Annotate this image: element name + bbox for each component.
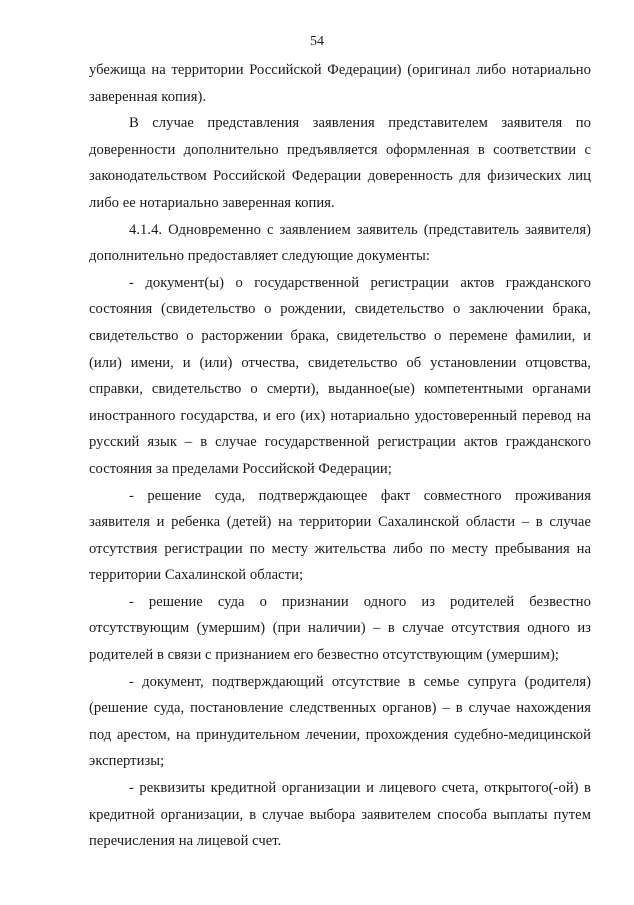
text-line: - реквизиты кредитной организации и лицевого счета, открытого(-ой) в — [129, 780, 591, 797]
text-line: под арестом, на принудительном лечении, прохождения судебно-медицинской — [89, 726, 591, 743]
text-line: кредитной организации, в случае выбора заявителем способа выплаты путем — [89, 806, 591, 823]
list-item-court-decision-missing-parent — [89, 589, 591, 669]
paragraph-representative — [89, 110, 591, 216]
list-item-court-decision-cohabitation — [89, 483, 591, 589]
text-line: дополнительно предоставляет следующие документы: — [89, 248, 430, 265]
text-line: - решение суда, подтверждающее факт совместного проживания — [129, 487, 591, 504]
text-line: перечисления на лицевой счет. — [89, 833, 282, 850]
text-line: родителей в связи с признанием его безвестно отсутствующим (умершим); — [89, 647, 559, 664]
text-line: русский язык – в случае государственной регистрации актов гражданского — [89, 434, 591, 451]
text-line: 4.1.4. Одновременно с заявлением заявитель (представитель заявителя) — [129, 221, 591, 238]
text-line: (решение суда, постановление следственных органов) – в случае нахождения — [89, 700, 591, 717]
text-line: состояния за пределами Российской Федерации; — [89, 460, 392, 477]
page-number: 54 — [310, 34, 324, 49]
text-line: иностранного государства, и его (их) нотариально удостоверенный перевод на — [89, 407, 591, 424]
list-item-absence-of-spouse-document — [89, 669, 591, 775]
text-line: отсутствия регистрации по месту жительства либо по месту пребывания на — [89, 540, 591, 557]
text-line: экспертизы; — [89, 753, 165, 770]
paragraph-asylum-copy — [89, 57, 591, 110]
list-item-bank-details — [89, 775, 591, 855]
text-line: либо ее нотариально заверенная копия. — [89, 194, 335, 211]
text-line: свидетельство о расторжении брака, свидетельство о перемене фамилии, и — [89, 327, 591, 344]
text-line: - документ, подтверждающий отсутствие в семье супруга (родителя) — [129, 673, 591, 690]
text-line: состояния (свидетельство о рождении, свидетельство о заключении брака, — [89, 301, 591, 318]
document-body — [89, 57, 591, 855]
text-line: отсутствующим (умершим) (при наличии) – в случае отсутствия одного из — [89, 620, 591, 637]
text-line: - решение суда о признании одного из родителей безвестно — [129, 593, 591, 610]
text-line: (или) имени, и (или) отчества, свидетельство об установлении отцовства, — [89, 354, 591, 371]
list-item-civil-registration-documents — [89, 270, 591, 483]
text-line: доверенности дополнительно предъявляется оформленная в соответствии с — [89, 141, 591, 158]
text-line: заверенная копия). — [89, 88, 207, 105]
paragraph-clause-4-1-4 — [89, 217, 591, 270]
text-line: - документ(ы) о государственной регистрации актов гражданского — [129, 274, 591, 291]
text-line: справки, свидетельство о смерти), выданное(ые) компетентными органами — [89, 381, 591, 398]
text-line: В случае представления заявления представителем заявителя по — [129, 115, 591, 132]
text-line: законодательством Российской Федерации доверенность для физических лиц — [89, 168, 591, 185]
text-line: территории Сахалинской области; — [89, 567, 304, 584]
text-line: убежища на территории Российской Федерации) (оригинал либо нотариально — [89, 62, 591, 78]
text-line: заявителя и ребенка (детей) на территории Сахалинской области – в случае — [89, 514, 591, 531]
